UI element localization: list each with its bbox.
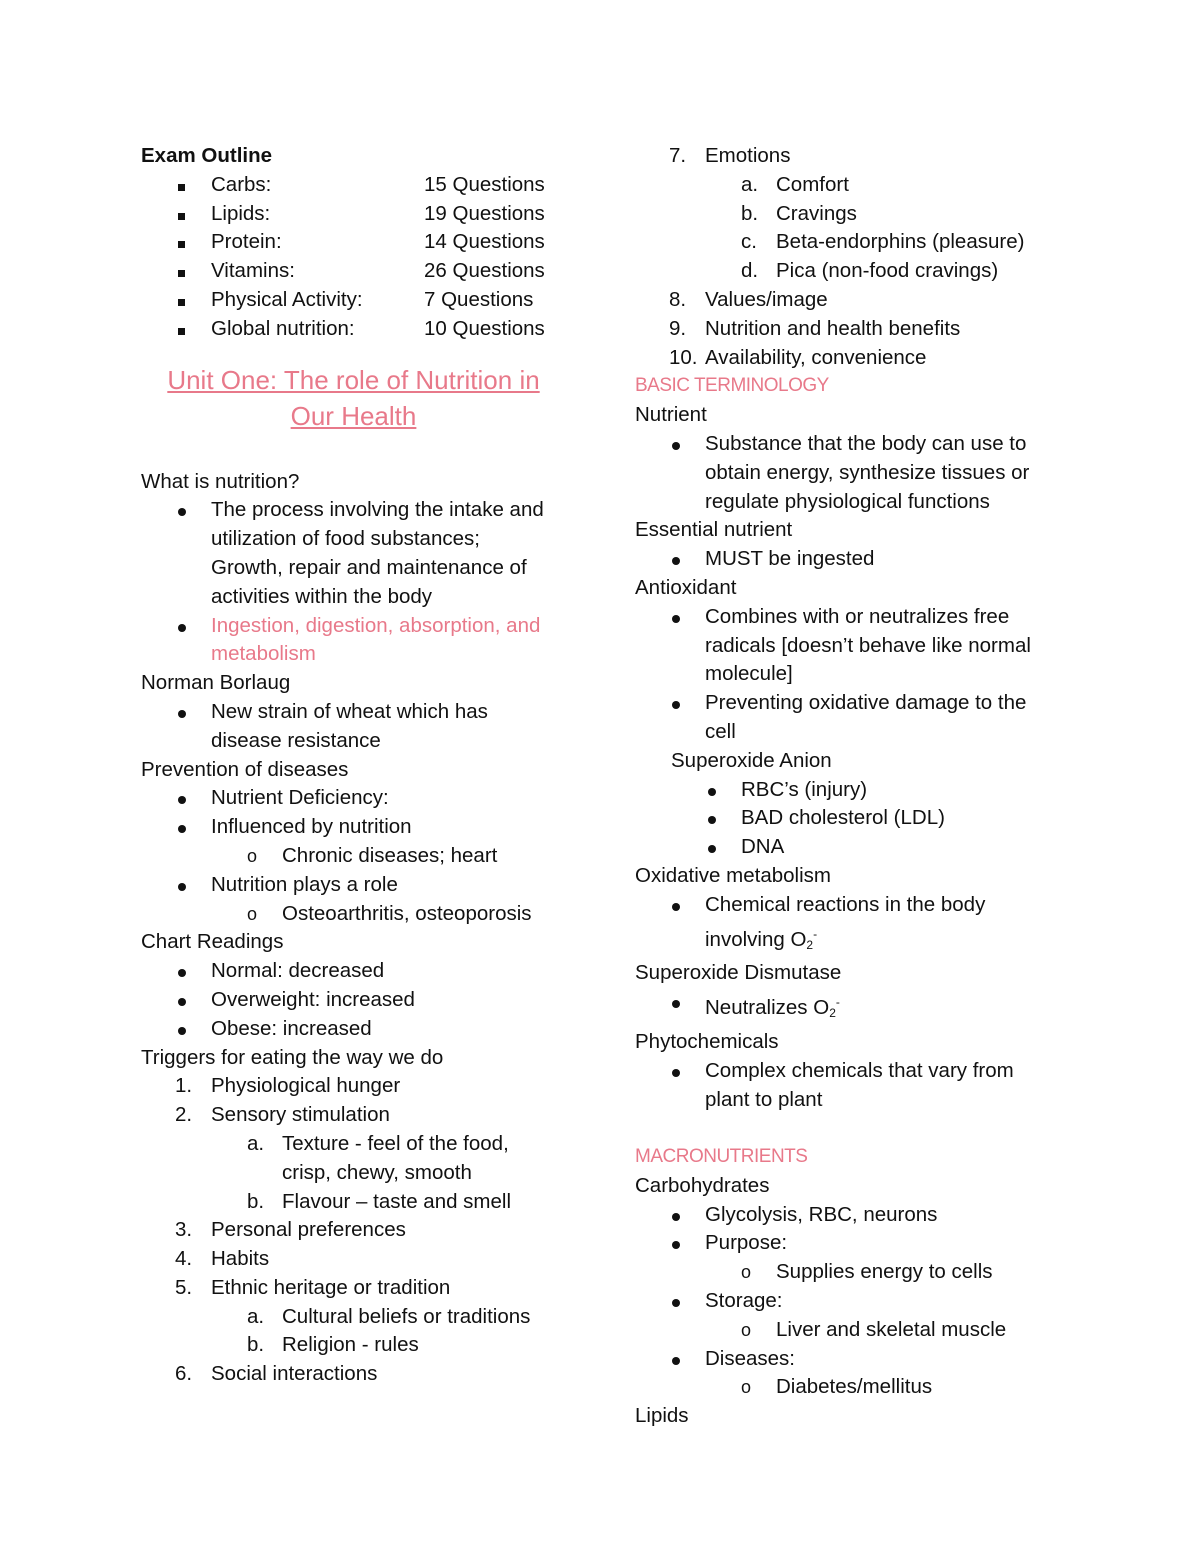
sub-list-item	[635, 1373, 1075, 1402]
list-item	[635, 689, 1075, 718]
list-item-text: Osteoarthritis, osteoporosis	[282, 901, 532, 925]
list-number: 2.	[175, 1103, 193, 1127]
lettered-item	[141, 1303, 581, 1332]
list-letter: a.	[247, 1304, 265, 1328]
lettered-item	[141, 1130, 581, 1159]
bullet-icon	[672, 701, 680, 709]
bullet-icon	[672, 615, 680, 623]
exam-row	[141, 171, 581, 200]
hollow-bullet-icon: o	[741, 1319, 752, 1340]
exam-question-count: 10 Questions	[424, 316, 545, 340]
exam-question-count: 19 Questions	[424, 201, 545, 225]
exam-row	[141, 228, 581, 257]
square-bullet-icon	[178, 270, 185, 277]
list-item-text: disease resistance	[211, 728, 381, 752]
list-item-text: BAD cholesterol (LDL)	[741, 806, 945, 830]
square-bullet-icon	[178, 184, 185, 191]
list-item-text: Supplies energy to cells	[776, 1260, 993, 1284]
list-item-text: molecule]	[705, 662, 793, 686]
section-heading: Norman Borlaug	[141, 671, 291, 695]
term-heading: Phytochemicals	[635, 1029, 779, 1053]
bullet-icon	[672, 1299, 680, 1307]
numbered-item	[635, 142, 1075, 171]
list-number: 6.	[175, 1362, 193, 1386]
bullet-icon	[178, 624, 186, 632]
list-item-text: DNA	[741, 835, 785, 859]
numbered-item	[635, 344, 1075, 373]
numbered-item	[141, 1216, 581, 1245]
bullet-icon	[672, 903, 680, 911]
subscript: 2	[806, 937, 814, 952]
list-item-text: involving O	[705, 927, 807, 951]
right-column	[635, 142, 1075, 1431]
lettered-item	[141, 1188, 581, 1217]
numbered-item	[635, 315, 1075, 344]
list-item-text: RBC’s (injury)	[741, 777, 868, 801]
list-item-text: Sensory stimulation	[211, 1103, 390, 1127]
list-item-text: Cravings	[776, 201, 857, 225]
list-item-text: Pica (non-food cravings)	[776, 259, 999, 283]
term-heading: Lipids	[635, 1404, 689, 1428]
square-bullet-icon	[178, 241, 185, 248]
list-letter: b.	[247, 1189, 265, 1213]
list-item-text: obtain energy, synthesize tissues or	[705, 460, 1030, 484]
list-item	[141, 986, 581, 1015]
list-number: 4.	[175, 1247, 193, 1271]
list-item-text: activities within the body	[211, 584, 433, 608]
list-item-text: Influenced by nutrition	[211, 815, 412, 839]
list-number: 3.	[175, 1218, 193, 1242]
list-item-continued	[141, 554, 581, 583]
numbered-item	[141, 1072, 581, 1101]
list-item-text: New strain of wheat which has	[211, 699, 488, 723]
exam-question-count: 7 Questions	[424, 287, 534, 311]
list-item-continued	[635, 718, 1075, 747]
bullet-icon	[672, 442, 680, 450]
list-item-text: utilization of food substances;	[211, 527, 480, 551]
square-bullet-icon	[178, 213, 185, 220]
list-item-text: Growth, repair and maintenance of	[211, 555, 527, 579]
list-item-text: Availability, convenience	[705, 345, 927, 369]
bullet-icon	[672, 557, 680, 565]
bullet-icon	[178, 998, 186, 1006]
exam-question-count: 14 Questions	[424, 230, 545, 254]
list-item	[635, 776, 1075, 805]
list-item-continued	[635, 660, 1075, 689]
list-item	[141, 496, 581, 525]
lettered-item	[635, 228, 1075, 257]
list-item-text: Nutrition plays a role	[211, 872, 398, 896]
list-item-text: Diabetes/mellitus	[776, 1375, 933, 1399]
sub-list-item	[141, 900, 581, 929]
list-item	[635, 1201, 1075, 1230]
exam-row	[141, 200, 581, 229]
list-item-continued	[635, 1086, 1075, 1115]
list-item-continued	[141, 640, 581, 669]
bullet-icon	[708, 845, 716, 853]
list-letter: b.	[247, 1333, 265, 1357]
section-heading: What is nutrition?	[141, 469, 300, 493]
section-heading: Prevention of diseases	[141, 757, 349, 781]
numbered-item	[141, 1360, 581, 1389]
unit-title	[141, 362, 566, 434]
hollow-bullet-icon: o	[247, 903, 258, 924]
exam-row	[141, 315, 581, 344]
list-item-continued	[141, 583, 581, 612]
bullet-icon	[178, 825, 186, 833]
numbered-item	[141, 1274, 581, 1303]
bullet-icon	[178, 1027, 186, 1035]
list-item-text: Religion - rules	[282, 1333, 419, 1357]
list-item-text: Values/image	[705, 287, 828, 311]
sub-list-item	[635, 1258, 1075, 1287]
bullet-icon	[672, 1000, 680, 1008]
list-item-text: MUST be ingested	[705, 547, 875, 571]
list-item-text: Comfort	[776, 172, 849, 196]
spacer	[635, 1114, 1075, 1143]
list-number: 7.	[669, 144, 687, 167]
exam-question-count: 15 Questions	[424, 172, 545, 196]
exam-row	[141, 286, 581, 315]
list-item	[635, 1287, 1075, 1316]
list-item-text: Nutrition and health benefits	[705, 316, 961, 340]
list-item-text: Overweight: increased	[211, 987, 415, 1011]
bullet-icon	[708, 788, 716, 796]
numbered-item	[635, 286, 1075, 315]
term-heading: Superoxide Dismutase	[635, 961, 842, 985]
list-item-text: Preventing oxidative damage to the	[705, 691, 1027, 715]
lettered-item	[635, 171, 1075, 200]
square-bullet-icon	[178, 328, 185, 335]
list-item-text: regulate physiological functions	[705, 489, 990, 513]
sub-list-item	[635, 1316, 1075, 1345]
list-item-text: The process involving the intake and	[211, 498, 544, 522]
list-item-continued	[635, 488, 1075, 517]
unit-title-line-1: Unit One: The role of Nutrition in	[167, 364, 540, 395]
term-heading: Antioxidant	[635, 575, 737, 599]
list-number: 1.	[175, 1074, 193, 1098]
numbered-item	[141, 1101, 581, 1130]
list-item-highlight	[141, 612, 581, 641]
list-item-text: Texture - feel of the food,	[282, 1131, 509, 1155]
list-item	[141, 957, 581, 986]
bullet-icon	[178, 710, 186, 718]
list-item	[635, 1345, 1075, 1374]
bullet-icon	[672, 1213, 680, 1221]
lettered-item-continued	[141, 1159, 581, 1188]
bullet-icon	[672, 1357, 680, 1365]
list-item-text: Obese: increased	[211, 1016, 372, 1040]
list-item	[141, 698, 581, 727]
list-item-text: Habits	[211, 1247, 270, 1271]
list-item	[635, 1229, 1075, 1258]
exam-topic-label: Physical Activity:	[211, 287, 363, 311]
list-item-text: Diseases:	[705, 1346, 796, 1370]
hollow-bullet-icon: o	[247, 845, 258, 866]
list-item	[141, 813, 581, 842]
lettered-item	[635, 200, 1075, 229]
list-item-text: Cultural beliefs or traditions	[282, 1304, 531, 1328]
bullet-icon	[708, 816, 716, 824]
list-item	[635, 833, 1075, 862]
list-letter: d.	[741, 259, 759, 283]
list-item	[635, 988, 1075, 1028]
list-letter: c.	[741, 230, 757, 254]
superscript: -	[835, 995, 840, 1010]
bullet-icon	[178, 969, 186, 977]
list-item-text: Liver and skeletal muscle	[776, 1317, 1007, 1341]
list-number: 8.	[669, 287, 687, 311]
list-item-continued	[141, 727, 581, 756]
term-heading: Nutrient	[635, 403, 707, 427]
list-item-text: Personal preferences	[211, 1218, 406, 1242]
list-number: 5.	[175, 1275, 193, 1299]
term-heading: Carbohydrates	[635, 1173, 770, 1197]
superscript: -	[813, 926, 818, 941]
sub-list-item	[141, 842, 581, 871]
list-item-continued	[635, 920, 1075, 960]
hollow-bullet-icon: o	[741, 1377, 752, 1398]
list-letter: a.	[247, 1131, 265, 1155]
left-column	[141, 142, 581, 1389]
section-heading: Triggers for eating the way we do	[141, 1045, 444, 1069]
exam-question-count: 26 Questions	[424, 259, 545, 283]
list-item-text: Glycolysis, RBC, neurons	[705, 1202, 938, 1226]
list-item-text: Physiological hunger	[211, 1074, 401, 1098]
unit-title-line-2: Our Health	[290, 400, 417, 431]
list-item	[635, 891, 1075, 920]
list-item	[141, 784, 581, 813]
exam-topic-label: Global nutrition:	[211, 316, 355, 340]
list-item-text: Chemical reactions in the body	[705, 892, 986, 916]
list-item	[141, 1015, 581, 1044]
subscript: 2	[829, 1006, 836, 1021]
list-item-text: Purpose:	[705, 1231, 788, 1255]
list-item-text: crisp, chewy, smooth	[282, 1160, 472, 1184]
exam-row	[141, 257, 581, 286]
list-item	[635, 545, 1075, 574]
list-item-text: Beta-endorphins (pleasure)	[776, 230, 1025, 254]
section-heading: Chart Readings	[141, 930, 284, 954]
list-item-text: radicals [doesn’t behave like normal	[705, 633, 1031, 657]
hollow-bullet-icon: o	[741, 1262, 752, 1283]
exam-outline-title: Exam Outline	[141, 144, 273, 167]
list-item	[635, 1057, 1075, 1086]
term-heading: Oxidative metabolism	[635, 863, 831, 887]
term-subheading: Superoxide Anion	[671, 748, 832, 772]
bullet-icon	[178, 796, 186, 804]
list-item-text: Neutralizes O	[705, 996, 830, 1020]
list-number: 9.	[669, 316, 687, 340]
list-item-continued	[635, 632, 1075, 661]
list-item-text: Ingestion, digestion, absorption, and	[211, 613, 541, 637]
list-item-text: metabolism	[211, 642, 316, 666]
exam-topic-label: Lipids:	[211, 201, 271, 225]
list-item-continued	[635, 459, 1075, 488]
list-item-text: Emotions	[705, 144, 791, 167]
bullet-icon	[178, 883, 186, 891]
list-item	[141, 871, 581, 900]
exam-topic-label: Carbs:	[211, 172, 272, 196]
list-number: 10.	[669, 345, 698, 369]
square-bullet-icon	[178, 299, 185, 306]
list-item-text: plant to plant	[705, 1087, 823, 1111]
list-letter: b.	[741, 201, 759, 225]
list-item-continued	[141, 525, 581, 554]
list-item	[635, 804, 1075, 833]
list-item-text: Normal: decreased	[211, 959, 385, 983]
exam-topic-label: Vitamins:	[211, 259, 295, 283]
list-item	[635, 603, 1075, 632]
list-letter: a.	[741, 172, 759, 196]
list-item-text: Storage:	[705, 1289, 783, 1313]
list-item-text: Nutrient Deficiency:	[211, 786, 389, 810]
list-item-text: Chronic diseases; heart	[282, 843, 498, 867]
bullet-icon	[672, 1241, 680, 1249]
numbered-item	[141, 1245, 581, 1274]
lettered-item	[141, 1331, 581, 1360]
list-item-text: Combines with or neutralizes free	[705, 604, 1010, 628]
list-item-text: Complex chemicals that vary from	[705, 1058, 1014, 1082]
list-item-text: Social interactions	[211, 1362, 378, 1386]
lettered-item	[635, 257, 1075, 286]
bullet-icon	[672, 1069, 680, 1077]
list-item-text: Flavour – taste and smell	[282, 1189, 512, 1213]
section-heading-basic-terminology: BASIC TERMINOLOGY	[635, 375, 829, 397]
bullet-icon	[178, 508, 186, 516]
list-item-text: Substance that the body can use to	[705, 431, 1027, 455]
list-item-text: cell	[705, 719, 736, 743]
list-item-text: Ethnic heritage or tradition	[211, 1275, 451, 1299]
term-heading: Essential nutrient	[635, 518, 793, 542]
list-item	[635, 430, 1075, 459]
section-heading-macronutrients: MACRONUTRIENTS	[635, 1146, 808, 1168]
exam-topic-label: Protein:	[211, 230, 282, 254]
